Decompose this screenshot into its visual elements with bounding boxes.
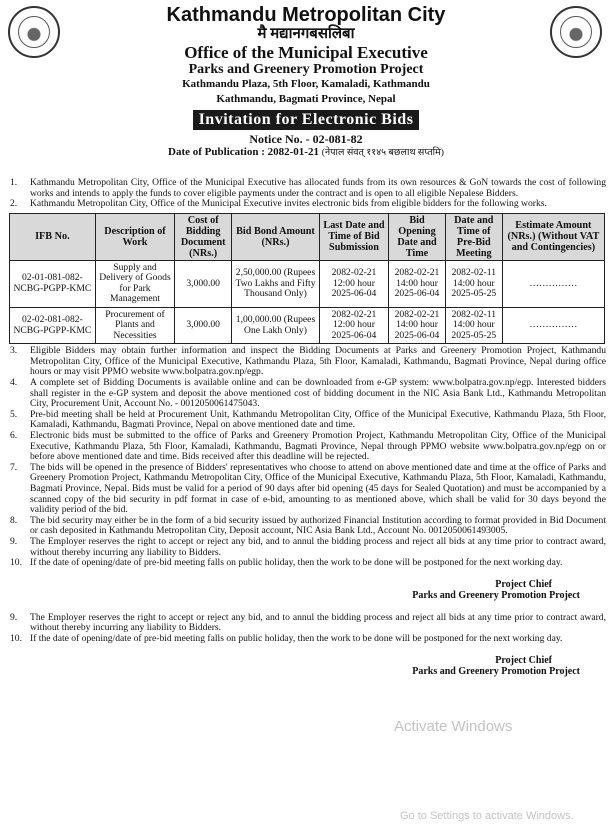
signature-block-2 [0, 655, 612, 677]
item-text: If the date of opening/date of pre-bid meeting falls on public holiday, then the work to be done will be postponed for the next working day. [30, 632, 563, 644]
table-cell: Procurement of Plants and Necessities [95, 307, 175, 344]
table-cell: 1,00,000.00 (Rupees One Lakh Only) [232, 307, 320, 344]
table-cell: Supply and Delivery of Goods for Park Management [95, 260, 175, 307]
column-header: Estimate Amount (NRs.) (Without VAT and Contingencies) [502, 213, 604, 260]
item-number: 9. [10, 611, 18, 623]
item-number: 7. [10, 461, 18, 473]
table-row [10, 307, 605, 344]
table-cell: 3,000.00 [175, 307, 232, 344]
table-cell: 2082-02-11 14:00 hour 2025-05-25 [445, 307, 502, 344]
nepal-emblem-icon [8, 6, 60, 58]
notice-item [0, 410, 612, 431]
item-text: Kathmandu Metropolitan City, Office of the Municipal Executive has allocated funds from its own resources & GoN towards the cost of following works and intends to apply the funds to cover eligible payments under the contract and is open to all eligible Nepalese Bidders. [30, 177, 606, 199]
intro-items [0, 178, 612, 210]
repeated-terms-items [0, 613, 612, 645]
notice-item [0, 199, 612, 210]
notice-item [0, 463, 612, 516]
city-name: Kathmandu Metropolitan City [166, 4, 446, 26]
notice-item [0, 431, 612, 463]
table-cell: 2082-02-21 14:00 hour 2025-06-04 [389, 307, 446, 344]
document-header [0, 0, 612, 160]
item-number: 3. [10, 345, 18, 357]
table-cell: 02-01-081-082-NCBG-PGPP-KMC [10, 260, 96, 307]
column-header: Last Date and Time of Bid Submission [319, 213, 388, 260]
city-name-newari: मै मद्यानगबसलिबा [257, 26, 355, 42]
notice-item [0, 378, 612, 410]
signature-title: Project Chief [495, 578, 552, 590]
signature-org-2: Parks and Greenery Promotion Project [412, 665, 580, 677]
item-number: 10. [10, 632, 22, 644]
column-header: Cost of Bidding Document (NRs.) [175, 213, 232, 260]
notice-item [0, 178, 612, 199]
publication-date [0, 146, 612, 160]
notice-item [0, 516, 612, 537]
works-table [9, 213, 605, 345]
table-cell: 3,000.00 [175, 260, 232, 307]
table-cell: 2082-02-21 12:00 hour 2025-06-04 [319, 260, 388, 307]
notice-item [0, 537, 612, 558]
table-cell: 2082-02-21 12:00 hour 2025-06-04 [319, 307, 388, 344]
item-number: 4. [10, 377, 18, 389]
item-text: If the date of opening/date of pre-bid meeting falls on public holiday, then the work to be done will be postponed for the next working day. [30, 557, 563, 569]
item-number: 8. [10, 514, 18, 526]
column-header: Bid Opening Date and Time [389, 213, 446, 260]
item-number: 1. [10, 177, 18, 188]
item-number: 2. [10, 198, 18, 210]
publication-date-label: Date of Publication : 2082-01-21 [168, 146, 319, 158]
column-header: Bid Bond Amount (NRs.) [232, 213, 320, 260]
column-header: Date and Time of Pre-Bid Meeting [445, 213, 502, 260]
item-text: The Employer reserves the right to accept or reject any bid, and to annul the bidding process and reject all bids at any time prior to contract award, without thereby incurring any liability to Bidders. [30, 611, 606, 634]
activate-windows-watermark-2: Go to Settings to activate Windows. [400, 810, 574, 822]
item-text: The Employer reserves the right to accept or reject any bid, and to annul the bidding process and reject all bids at any time prior to contract award, without thereby incurring any liability to Bidders. [30, 535, 606, 558]
table-row [10, 260, 605, 307]
table-body [10, 260, 605, 344]
table-cell: 2,50,000.00 (Rupees Two Lakhs and Fifty Thousand Only) [232, 260, 320, 307]
kmc-seal-icon [550, 6, 602, 58]
notice-body [0, 178, 612, 677]
table-header-row [10, 213, 605, 260]
item-number: 9. [10, 535, 18, 547]
column-header: IFB No. [10, 213, 96, 260]
item-text: Pre-bid meeting shall be held at Procurement Unit, Kathmandu Metropolitan City, Office of the Municipal Executive, Kathmandu Plaza, 5th Floor, Kamaladi, Kathmandu, Bagmati Province, Nepal on above mentioned date and time. [30, 408, 606, 431]
item-number: 10. [10, 557, 22, 569]
item-text: A complete set of Bidding Documents is available online and can be downloaded from e-GP system: www.bolpatra.gov.np/egp. Interested bidders shall register in the e-GP system and deposit the above mentioned cost of bidding document in the NIC Asia Bank Ltd., Kathmandu Metropolitan City, Procurement Unit, Account No. - 0012050061475043. [30, 377, 606, 410]
item-text: Electronic bids must be submitted to the office of Parks and Greenery Promotion Project, Kathmandu Metropolitan City, Office of the Municipal Executive, Kathmandu Plaza, 5th Floor, Kamaladi, Kathmandu, Bagmati Province, Nepal through PPMO website www.bolpatra.gov.np/egp on or before above mentioned date and time. Bids received after this deadline will be rejected. [30, 430, 606, 463]
item-text: The bid security may either be in the form of a bid security issued by authorized Financial Institution according to format provided in Bid Document or cash deposited in Kathmandu Metropolitan City, Deposit account, NIC Asia Bank Ltd., Account No. 0012050061493005. [30, 514, 606, 537]
item-text: Eligible Bidders may obtain further information and inspect the Bidding Documents at Parks and Greenery Promotion Project, Kathmandu Metropolitan City, Office of the Municipal Executive, Kathmandu Plaza, 5th Floor, Kamaladi, Kathmandu, Bagmati Province, Nepal during office hours or may visit PPMO website www.bolpatra.gov.np/egp. [30, 345, 606, 378]
notice-item [0, 558, 612, 569]
terms-items [0, 346, 612, 568]
signature-org: Parks and Greenery Promotion Project [412, 589, 580, 601]
address-line-2: Kathmandu, Bagmati Province, Nepal [216, 93, 396, 105]
notice-item [0, 634, 612, 645]
signature-block-1 [0, 579, 612, 601]
notice-item [0, 346, 612, 378]
item-text: The bids will be opened in the presence of Bidders' representatives who choose to attend on above mentioned date and time at the office of Parks and Greenery Promotion Project, Kathmandu Metropolitan City, Office of the Municipal Executive, Kathmandu Plaza, 5th Floor, Kamaladi, Kathmandu, Bagmati Province, Nepal. Bids must be valid for a period of 90 days after bid opening (45 days for Sealed Quotation) and must be accompanied by a scanned copy of the bid security in pdf format in case of e-bid, amounting to as mentioned above, which shall be valid for 30 days beyond the validity period of the bid. [30, 461, 606, 516]
column-header: Description of Work [95, 213, 175, 260]
item-number: 6. [10, 430, 18, 442]
table-cell: 2082-02-21 14:00 hour 2025-06-04 [389, 260, 446, 307]
table-cell: 2082-02-11 14:00 hour 2025-05-25 [445, 260, 502, 307]
notice-item [0, 613, 612, 634]
item-number: 5. [10, 408, 18, 420]
activate-windows-watermark: Activate Windows [394, 718, 513, 735]
address-line-1: Kathmandu Plaza, 5th Floor, Kamaladi, Kathmandu [182, 78, 430, 90]
table-cell: …………… [502, 260, 604, 307]
signature-title-2: Project Chief [495, 654, 552, 666]
project-name: Parks and Greenery Promotion Project [188, 62, 424, 77]
notice-number: Notice No. - 02-081-82 [249, 132, 363, 146]
office-name: Office of the Municipal Executive [184, 43, 428, 62]
table-cell: 02-02-081-082-NCBG-PGPP-KMC [10, 307, 96, 344]
item-text: Kathmandu Metropolitan City, Office of the Municipal Executive invites electronic bids from eligible bidders for the following works. [30, 198, 547, 210]
table-cell: …………… [502, 307, 604, 344]
invitation-banner: Invitation for Electronic Bids [193, 110, 420, 130]
publication-date-nepal-sambat: (नेपाल संवत् ११४५ बछलाथ सप्तमि) [321, 148, 444, 158]
